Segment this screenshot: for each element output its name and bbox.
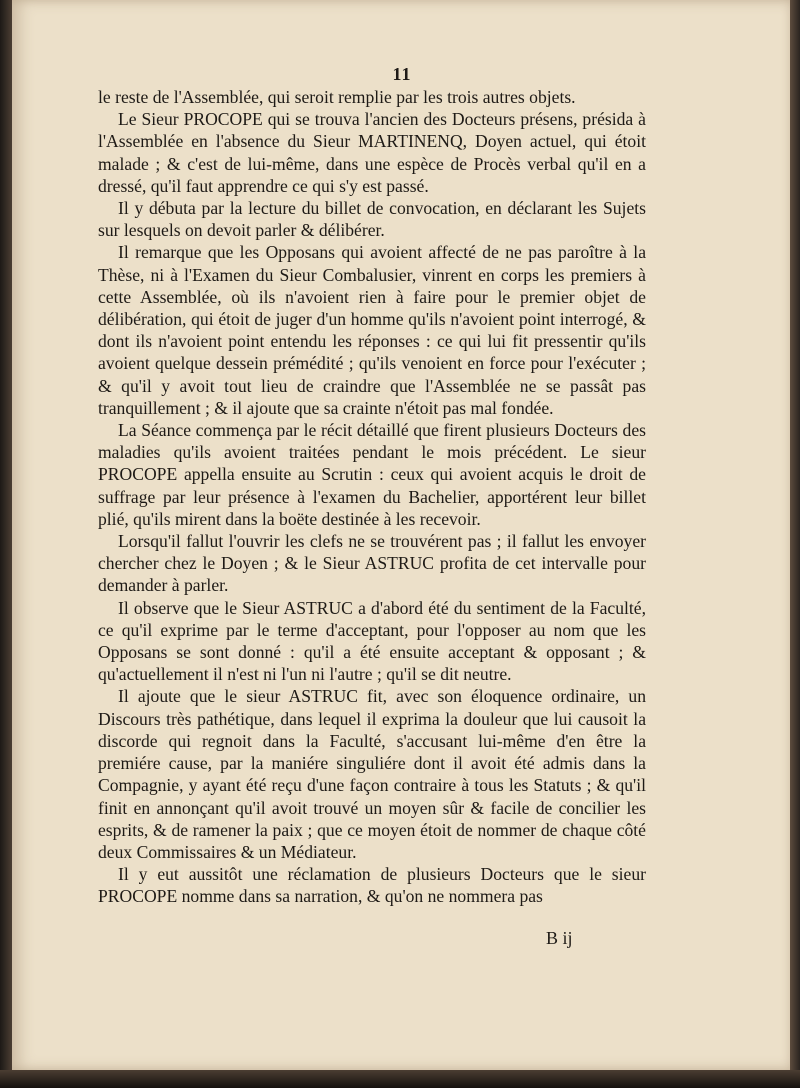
page-number: 11 bbox=[392, 64, 412, 84]
page-edge bbox=[790, 0, 800, 1088]
paragraph: Lorsqu'il fallut l'ouvrir les clefs ne se trouvérent pas ; il fallut les envoyer chercher chez le Doyen ; & le Sieur ASTRUC profita de cet intervalle pour demander à parler. bbox=[98, 531, 646, 596]
signature-mark: B ij bbox=[546, 928, 573, 948]
paragraph: Il y eut aussitôt une réclamation de plusieurs Docteurs que le sieur PROCOPE nomme dans sa narration, & qu'on ne nommera pas bbox=[98, 864, 646, 907]
paragraph: La Séance commença par le récit détaillé que firent plusieurs Docteurs des maladies qu'ils avoient traitées pendant le mois précédent. Le sieur PROCOPE appella ensuite au Scrutin : ceux qui avoient acquis le droit de suffrage par leur présence à l'examen du Bachelier, apportérent leur billet plié, qu'ils mirent dans la boëte destinée à les recevoir. bbox=[98, 420, 646, 529]
paragraph: Il ajoute que le sieur ASTRUC fit, avec son éloquence ordinaire, un Discours très pathétique, dans lequel il exprima la douleur que lui causoit la discorde qui regnoit dans la Faculté, s'accusant lui-même d'en être la premiére cause, par la maniére singuliére dont il avoit été admis dans la Compagnie, y ayant été reçu d'une façon contraire à tous les Statuts ; & qu'il finit en annonçant qu'il avoit trouvé un moyen sûr & facile de concilier les esprits, & de ramener la paix ; que ce moyen étoit de nommer de chaque côté deux Commissaires & un Médiateur. bbox=[98, 686, 646, 862]
page-bottom-edge bbox=[0, 1070, 800, 1088]
paragraph: Le Sieur PROCOPE qui se trouva l'ancien des Docteurs présens, présida à l'Assemblée en l'absence du Sieur MARTINENQ, Doyen actuel, qui étoit malade ; & c'est de lui-même, dans une espèce de Procès verbal qu'il en a dressé, qu'il faut apprendre ce qui s'y est passé. bbox=[98, 109, 646, 196]
paragraph: Il remarque que les Opposans qui avoient affecté de ne pas paroître à la Thèse, ni à l'Examen du Sieur Combalusier, vinrent en corps les premiers à cette Assemblée, où ils n'avoient rien à faire pour le premier objet de délibération, qui étoit de juger d'un homme qu'ils n'avoient point interrogé, & dont ils n'avoient point entendu les réponses : ce qui lui fit pressentir qu'ils avoient quelque dessein prémédité ; qu'ils venoient en force pour l'exécuter ; & qu'il y avoit tout lieu de craindre que l'Assemblée ne se passât pas tranquillement ; & il ajoute que sa crainte n'étoit pas mal fondée. bbox=[98, 242, 646, 418]
body-text bbox=[98, 86, 646, 908]
paragraph: le reste de l'Assemblée, qui seroit remplie par les trois autres objets. bbox=[98, 87, 576, 107]
paragraph: Il y débuta par la lecture du billet de convocation, en déclarant les Sujets sur lesquels on devoit parler & délibérer. bbox=[98, 198, 646, 241]
binding-gutter bbox=[0, 0, 12, 1088]
paragraph: Il observe que le Sieur ASTRUC a d'abord été du sentiment de la Faculté, ce qu'il exprime par le terme d'acceptant, pour l'opposer au nom que les Opposans se sont donné : qu'il a été ensuite acceptant & opposant ; & qu'actuellement il n'est ni l'un ni l'autre ; qu'il se dit neutre. bbox=[98, 597, 646, 685]
paper-page bbox=[12, 0, 792, 1070]
